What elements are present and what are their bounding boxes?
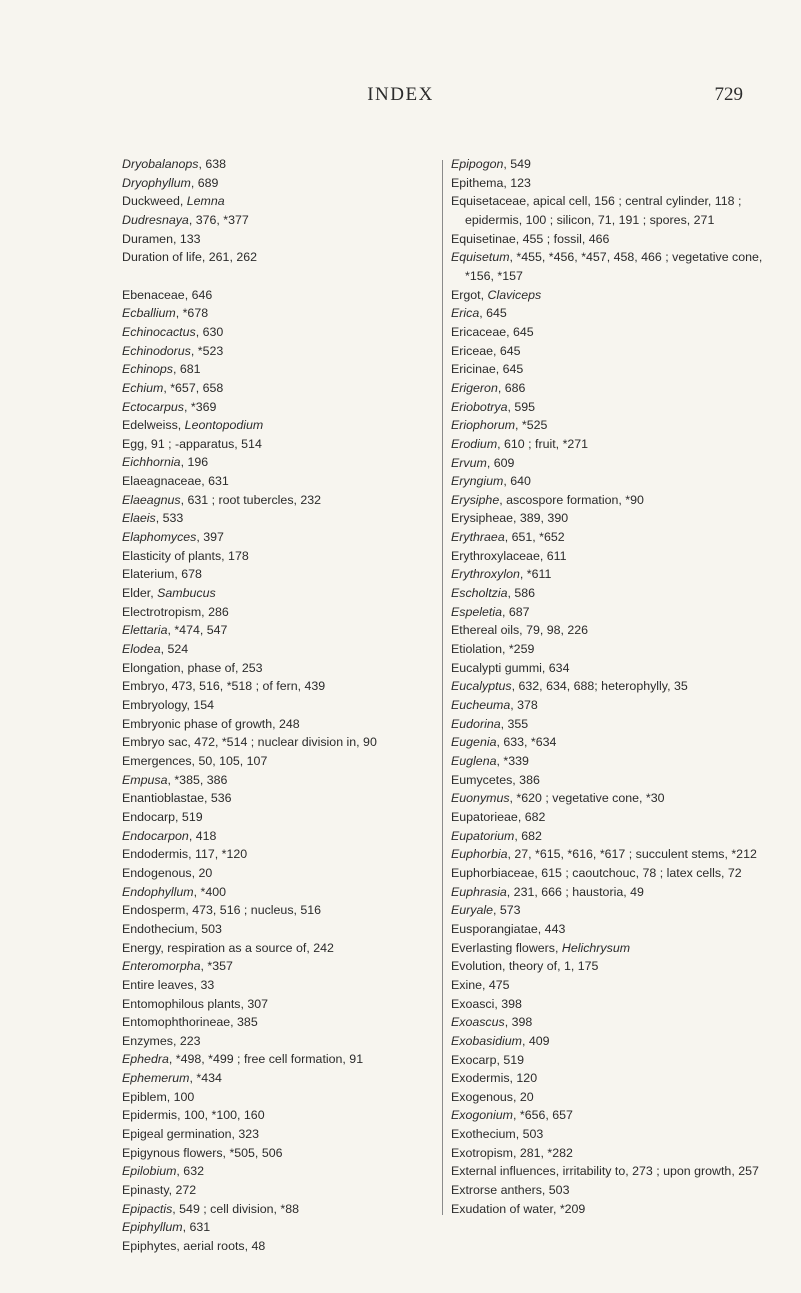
index-entry bbox=[451, 491, 771, 510]
entry-text: Enantioblastae, 536 bbox=[122, 791, 232, 806]
entry-text: Eucalypti gummi, 634 bbox=[451, 660, 570, 675]
index-entry bbox=[122, 491, 432, 510]
entry-text: Elaterium, 678 bbox=[122, 567, 202, 582]
index-entry bbox=[451, 976, 771, 995]
index-entry bbox=[122, 640, 432, 659]
entry-text: , 689 bbox=[190, 175, 219, 190]
index-entry bbox=[451, 360, 771, 379]
entry-text: External influences, irritability to, 273 ; upon growth, 257 bbox=[451, 1164, 759, 1179]
index-entry bbox=[122, 603, 432, 622]
index-entry bbox=[122, 435, 432, 454]
entry-term-italic: Erythraea bbox=[451, 530, 505, 545]
entry-text: , 645 bbox=[479, 306, 507, 321]
entry-term-italic: Dudresnaya bbox=[122, 212, 189, 227]
entry-text: Exothecium, 503 bbox=[451, 1127, 544, 1142]
entry-text: Eumycetes, 386 bbox=[451, 772, 540, 787]
index-entry bbox=[122, 1013, 432, 1032]
index-entry bbox=[451, 435, 771, 454]
index-entry bbox=[122, 1050, 432, 1069]
entry-term-italic: Escholtzia bbox=[451, 586, 508, 601]
entry-term-italic: Dryophyllum bbox=[122, 175, 191, 190]
entry-term-italic: Exobasidium bbox=[451, 1033, 522, 1048]
entry-text: , *369 bbox=[183, 399, 217, 414]
entry-text: , 27, *615, *616, *617 ; succulent stems, *212 bbox=[507, 847, 757, 862]
index-column-left bbox=[122, 155, 432, 1256]
entry-text: , 231, 666 ; haustoria, 49 bbox=[506, 884, 644, 899]
entry-text: Endodermis, 117, *120 bbox=[122, 847, 248, 862]
index-entry bbox=[451, 1181, 771, 1200]
entry-text: , 631 bbox=[182, 1220, 211, 1235]
index-entry bbox=[122, 901, 432, 920]
index-entry bbox=[451, 1106, 771, 1125]
index-entry bbox=[451, 1200, 771, 1219]
index-entry bbox=[451, 547, 771, 566]
index-entry bbox=[122, 565, 432, 584]
entry-text: Elongation, phase of, 253 bbox=[122, 660, 263, 675]
index-entry bbox=[451, 528, 771, 547]
entry-term-italic: Lemna bbox=[186, 194, 225, 209]
index-entry bbox=[451, 995, 771, 1014]
index-entry bbox=[122, 864, 432, 883]
index-entry bbox=[451, 957, 771, 976]
index-entry bbox=[451, 509, 771, 528]
entry-term-italic: Epipactis bbox=[122, 1201, 173, 1216]
entry-text: , 686 bbox=[497, 380, 526, 395]
entry-term-italic: Ervum bbox=[451, 455, 487, 470]
page-header bbox=[0, 84, 801, 114]
index-entry bbox=[122, 360, 432, 379]
entry-text: , 376, *377 bbox=[188, 212, 249, 227]
entry-text: Embryology, 154 bbox=[122, 698, 215, 713]
entry-text: Epidermis, 100, *100, 160 bbox=[122, 1108, 265, 1123]
entry-term-italic: Erythroxylon bbox=[451, 567, 520, 582]
entry-term-italic: Equisetum bbox=[451, 250, 510, 265]
entry-text: , 638 bbox=[198, 157, 227, 171]
index-entry bbox=[451, 696, 771, 715]
entry-text: Embryo sac, 472, *514 ; nuclear division in, 90 bbox=[122, 735, 377, 750]
entry-text: Equisetaceae, apical cell, 156 ; central cylinder, 118 ; epidermis, 100 ; silicon, 71, 191 ; spores, 271 bbox=[451, 194, 742, 227]
index-entry bbox=[451, 659, 771, 678]
entry-term-italic: Epipogon bbox=[451, 157, 504, 171]
index-entry bbox=[451, 845, 771, 864]
entry-text: , 533 bbox=[155, 511, 184, 526]
page-number: 729 bbox=[714, 84, 743, 105]
entry-text: , *657, 658 bbox=[163, 380, 224, 395]
index-entry bbox=[122, 1106, 432, 1125]
entry-text: Embryonic phase of growth, 248 bbox=[122, 716, 300, 731]
entry-text: , *474, 547 bbox=[167, 623, 228, 638]
index-entry bbox=[122, 509, 432, 528]
entry-text: Entomophilous plants, 307 bbox=[122, 996, 269, 1011]
entry-text: , 632 bbox=[176, 1164, 204, 1179]
index-entry bbox=[122, 1144, 432, 1163]
index-entry bbox=[451, 398, 771, 417]
entry-text: Equisetinae, 455 ; fossil, 466 bbox=[451, 231, 610, 246]
index-entry bbox=[451, 248, 771, 285]
index-entry bbox=[451, 454, 771, 473]
entry-term-italic: Helichrysum bbox=[561, 940, 631, 955]
entry-term-italic: Euonymus bbox=[451, 791, 510, 806]
index-entry bbox=[122, 920, 432, 939]
entry-text: Evolution, theory of, 1, 175 bbox=[451, 959, 599, 974]
entry-text: Eupatorieae, 682 bbox=[451, 809, 546, 824]
entry-text: , *656, 657 bbox=[513, 1108, 573, 1123]
entry-text: , 586 bbox=[507, 586, 536, 601]
entry-text: Epiblem, 100 bbox=[122, 1089, 195, 1104]
entry-text: Edelweiss, bbox=[122, 418, 185, 433]
index-entry bbox=[122, 883, 432, 902]
entry-text: Ergot, bbox=[451, 287, 488, 302]
entry-term-italic: Ecballium bbox=[122, 306, 176, 321]
index-entry bbox=[122, 995, 432, 1014]
entry-term-italic: Enteromorpha bbox=[122, 959, 201, 974]
entry-text: , 640 bbox=[503, 474, 531, 489]
entry-text: , *678 bbox=[175, 306, 209, 321]
index-entry bbox=[451, 472, 771, 491]
index-entry bbox=[122, 976, 432, 995]
entry-text: , *400 bbox=[193, 884, 227, 899]
entry-term-italic: Euryale bbox=[451, 903, 494, 918]
entry-text: , *455, *456, *457, 458, 466 ; vegetative cone, *156, *157 bbox=[465, 250, 763, 283]
index-entry bbox=[451, 1144, 771, 1163]
entry-text: , 632, 634, 688; heterophylly, 35 bbox=[511, 679, 688, 694]
entry-term-italic: Euphorbia bbox=[451, 847, 508, 862]
index-entry bbox=[122, 304, 432, 323]
index-entry bbox=[451, 304, 771, 323]
entry-text: , *498, *499 ; free cell formation, 91 bbox=[168, 1052, 364, 1067]
entry-term-italic: Elettaria bbox=[122, 623, 168, 638]
entry-term-italic: Epilobium bbox=[122, 1164, 177, 1179]
entry-term-italic: Echinocactus bbox=[122, 324, 196, 339]
index-entry bbox=[122, 789, 432, 808]
entry-text: Exodermis, 120 bbox=[451, 1071, 538, 1086]
entry-text: , 631 ; root tubercles, 232 bbox=[180, 492, 322, 507]
index-entry bbox=[451, 883, 771, 902]
entry-term-italic: Eryngium bbox=[451, 474, 504, 489]
entry-text: , 524 bbox=[160, 642, 189, 657]
index-entry bbox=[451, 1013, 771, 1032]
index-entry bbox=[451, 901, 771, 920]
entry-text: Ericeae, 645 bbox=[451, 343, 521, 358]
index-entry bbox=[122, 659, 432, 678]
index-entry bbox=[122, 453, 432, 472]
entry-term-italic: Echinodorus bbox=[122, 343, 191, 358]
index-entry bbox=[122, 1218, 432, 1237]
entry-term-italic: Empusa bbox=[122, 772, 168, 787]
index-entry bbox=[451, 808, 771, 827]
entry-text: , *525 bbox=[515, 418, 548, 433]
index-entry bbox=[451, 155, 771, 174]
entry-term-italic: Exogonium bbox=[451, 1108, 513, 1123]
index-entry bbox=[122, 1088, 432, 1107]
entry-text: Extrorse anthers, 503 bbox=[451, 1183, 570, 1198]
index-entry bbox=[451, 1088, 771, 1107]
index-entry bbox=[122, 1032, 432, 1051]
entry-term-italic: Leontopodium bbox=[184, 418, 264, 433]
entry-term-italic: Elaphomyces bbox=[122, 530, 197, 545]
entry-text: Exogenous, 20 bbox=[451, 1089, 534, 1104]
index-entry bbox=[451, 286, 771, 305]
entry-text: , ascospore formation, *90 bbox=[499, 492, 644, 507]
entry-text: Everlasting flowers, bbox=[451, 940, 562, 955]
index-entry bbox=[122, 1125, 432, 1144]
entry-term-italic: Eriobotrya bbox=[451, 399, 508, 414]
entry-term-italic: Echinops bbox=[122, 362, 173, 377]
entry-text: , 409 bbox=[521, 1033, 550, 1048]
entry-term-italic: Erodium bbox=[451, 436, 498, 451]
entry-text: Ebenaceae, 646 bbox=[122, 287, 213, 302]
entry-term-italic: Dryobalanops bbox=[122, 157, 199, 171]
entry-text: , 196 bbox=[180, 455, 209, 470]
index-entry bbox=[451, 1051, 771, 1070]
index-entry bbox=[451, 1125, 771, 1144]
entry-term-italic: Eriophorum bbox=[451, 418, 516, 433]
index-entry bbox=[122, 696, 432, 715]
index-entry bbox=[122, 379, 432, 398]
entry-text: , 355 bbox=[500, 716, 529, 731]
entry-term-italic: Exoascus bbox=[451, 1015, 505, 1030]
column-divider bbox=[442, 160, 443, 1215]
index-entry bbox=[122, 957, 432, 976]
entry-text: Eusporangiatae, 443 bbox=[451, 921, 566, 936]
index-entry bbox=[122, 1069, 432, 1088]
index-entry bbox=[451, 1162, 771, 1181]
index-entry bbox=[122, 547, 432, 566]
entry-term-italic: Erysiphe bbox=[451, 492, 500, 507]
header-title: INDEX bbox=[367, 84, 434, 105]
entry-text: , *339 bbox=[496, 754, 529, 768]
entry-text: , 378 bbox=[510, 698, 538, 713]
entry-text: Exine, 475 bbox=[451, 977, 510, 992]
entry-text: Epinasty, 272 bbox=[122, 1183, 197, 1198]
index-entry bbox=[451, 733, 771, 752]
entry-text: Egg, 91 ; -apparatus, 514 bbox=[122, 436, 262, 451]
index-entry bbox=[451, 864, 771, 883]
index-entry bbox=[122, 1181, 432, 1200]
entry-text: , 573 bbox=[493, 903, 521, 918]
index-entry bbox=[122, 155, 432, 174]
index-entry bbox=[451, 920, 771, 939]
index-entry bbox=[451, 342, 771, 361]
entry-term-italic: Erica bbox=[451, 306, 480, 321]
index-entry bbox=[451, 771, 771, 790]
entry-term-italic: Euphrasia bbox=[451, 884, 507, 899]
entry-text: Ericinae, 645 bbox=[451, 362, 524, 377]
index-entry bbox=[122, 1237, 432, 1256]
entry-term-italic: Elodea bbox=[122, 642, 161, 657]
entry-text: Epigynous flowers, *505, 506 bbox=[122, 1145, 283, 1160]
entry-term-italic: Eupatorium bbox=[451, 828, 515, 843]
entry-term-italic: Endocarpon bbox=[122, 828, 189, 843]
entry-text: Entomophthorineae, 385 bbox=[122, 1015, 258, 1030]
entry-term-italic: Eudorina bbox=[451, 716, 501, 731]
entry-text: Etiolation, *259 bbox=[451, 642, 535, 657]
entry-term-italic: Eucheuma bbox=[451, 698, 511, 713]
entry-text: , 633, *634 bbox=[496, 735, 557, 750]
entry-text: Erysipheae, 389, 390 bbox=[451, 511, 569, 526]
index-entry bbox=[122, 584, 432, 603]
index-entry bbox=[122, 771, 432, 790]
index-entry bbox=[122, 621, 432, 640]
entry-text: Endothecium, 503 bbox=[122, 921, 222, 936]
index-entry bbox=[451, 715, 771, 734]
index-entry bbox=[451, 323, 771, 342]
index-entry bbox=[122, 416, 432, 435]
index-entry bbox=[451, 379, 771, 398]
entry-text: Endocarp, 519 bbox=[122, 809, 203, 824]
entry-text: Endogenous, 20 bbox=[122, 865, 213, 880]
entry-text: Exocarp, 519 bbox=[451, 1052, 525, 1067]
entry-text: Endosperm, 473, 516 ; nucleus, 516 bbox=[122, 903, 322, 918]
index-entry bbox=[451, 752, 771, 771]
entry-text: , 397 bbox=[196, 530, 224, 545]
entry-text: Ericaceae, 645 bbox=[451, 324, 534, 339]
entry-term-italic: Eucalyptus bbox=[451, 679, 512, 694]
index-entry bbox=[122, 528, 432, 547]
index-entry bbox=[451, 1032, 771, 1051]
entry-term-italic: Erigeron bbox=[451, 380, 498, 395]
index-entry bbox=[451, 677, 771, 696]
index-entry bbox=[122, 286, 432, 305]
entry-term-italic: Ephedra bbox=[122, 1052, 169, 1067]
index-entry bbox=[451, 174, 771, 193]
entry-text: Elasticity of plants, 178 bbox=[122, 548, 249, 563]
index-entry bbox=[451, 827, 771, 846]
entry-text: , *385, 386 bbox=[167, 772, 228, 787]
entry-text: Entire leaves, 33 bbox=[122, 977, 215, 992]
entry-text: Epigeal germination, 323 bbox=[122, 1127, 260, 1142]
entry-term-italic: Ectocarpus bbox=[122, 399, 184, 414]
entry-text: Exotropism, 281, *282 bbox=[451, 1145, 573, 1160]
index-entry bbox=[122, 323, 432, 342]
entry-text: , 549 ; cell division, *88 bbox=[172, 1201, 300, 1216]
entry-text: Energy, respiration as a source of, 242 bbox=[122, 940, 334, 955]
index-entry bbox=[122, 230, 432, 249]
index-entry bbox=[122, 211, 432, 230]
index-entry bbox=[122, 845, 432, 864]
entry-text: , 398 bbox=[504, 1015, 533, 1030]
index-entry bbox=[122, 752, 432, 771]
index-entry bbox=[451, 621, 771, 640]
entry-text: Duration of life, 261, 262 bbox=[122, 250, 258, 265]
entry-text: Ethereal oils, 79, 98, 226 bbox=[451, 623, 589, 638]
entry-term-italic: Claviceps bbox=[487, 287, 542, 302]
entry-text: , *434 bbox=[189, 1071, 222, 1086]
index-entry bbox=[122, 192, 432, 211]
index-entry bbox=[122, 248, 432, 267]
entry-text: Emergences, 50, 105, 107 bbox=[122, 753, 268, 768]
index-entry bbox=[451, 565, 771, 584]
index-entry bbox=[451, 192, 771, 229]
entry-text: , 549 bbox=[503, 157, 531, 171]
entry-term-italic: Elaeis bbox=[122, 511, 156, 526]
index-entry bbox=[451, 584, 771, 603]
index-entry bbox=[451, 939, 771, 958]
entry-term-italic: Endophyllum bbox=[122, 884, 194, 899]
entry-text: , *611 bbox=[519, 567, 552, 582]
index-entry bbox=[122, 1162, 432, 1181]
entry-text: , *523 bbox=[190, 343, 224, 358]
entry-text: Enzymes, 223 bbox=[122, 1033, 201, 1048]
index-entry bbox=[122, 1200, 432, 1219]
entry-text: , 609 bbox=[486, 455, 515, 470]
index-entry bbox=[122, 808, 432, 827]
entry-text: , 610 ; fruit, *271 bbox=[497, 436, 589, 451]
index-entry bbox=[451, 603, 771, 622]
entry-term-italic: Eichhornia bbox=[122, 455, 181, 470]
index-entry bbox=[122, 827, 432, 846]
entry-term-italic: Epiphyllum bbox=[122, 1220, 183, 1235]
index-entry bbox=[122, 342, 432, 361]
index-entry bbox=[122, 715, 432, 734]
entry-text: Duckweed, bbox=[122, 194, 187, 209]
entry-text: Epiphytes, aerial roots, 48 bbox=[122, 1239, 266, 1254]
index-entry bbox=[122, 733, 432, 752]
entry-text: Epithema, 123 bbox=[451, 175, 531, 190]
entry-term-italic: Echium bbox=[122, 380, 164, 395]
entry-term-italic: Elaeagnus bbox=[122, 492, 181, 507]
index-entry bbox=[122, 677, 432, 696]
entry-text: Duramen, 133 bbox=[122, 231, 201, 246]
entry-text: Embryo, 473, 516, *518 ; of fern, 439 bbox=[122, 679, 326, 694]
entry-text: , *620 ; vegetative cone, *30 bbox=[509, 791, 665, 806]
index-entry bbox=[122, 472, 432, 491]
entry-text: , 682 bbox=[514, 828, 542, 843]
index-entry bbox=[451, 789, 771, 808]
entry-term-italic: Espeletia bbox=[451, 604, 502, 619]
entry-text: , 630 bbox=[195, 324, 224, 339]
entry-text: , 687 bbox=[501, 604, 530, 619]
index-column-right bbox=[451, 155, 771, 1218]
entry-text: Euphorbiaceae, 615 ; caoutchouc, 78 ; latex cells, 72 bbox=[451, 865, 742, 880]
index-entry bbox=[122, 174, 432, 193]
index-entry bbox=[451, 1069, 771, 1088]
entry-term-italic: Euglena bbox=[451, 754, 497, 768]
entry-text: Exudation of water, *209 bbox=[451, 1201, 586, 1216]
entry-text: Elaeagnaceae, 631 bbox=[122, 474, 229, 489]
index-entry bbox=[122, 398, 432, 417]
entry-text: Erythroxylaceae, 611 bbox=[451, 548, 567, 563]
entry-text: , 681 bbox=[172, 362, 201, 377]
index-entry bbox=[451, 416, 771, 435]
entry-text: , 595 bbox=[507, 399, 536, 414]
entry-text: Exoasci, 398 bbox=[451, 996, 522, 1011]
entry-text: , 651, *652 bbox=[504, 530, 565, 545]
index-entry bbox=[451, 640, 771, 659]
entry-term-italic: Ephemerum bbox=[122, 1071, 190, 1086]
entry-term-italic: Eugenia bbox=[451, 735, 497, 750]
entry-text: , *357 bbox=[200, 959, 233, 974]
entry-text: , 418 bbox=[188, 828, 217, 843]
entry-text: Electrotropism, 286 bbox=[122, 604, 229, 619]
index-entry bbox=[451, 230, 771, 249]
index-entry bbox=[122, 939, 432, 958]
entry-term-italic: Sambucus bbox=[157, 586, 216, 601]
entry-text: Elder, bbox=[122, 586, 158, 601]
